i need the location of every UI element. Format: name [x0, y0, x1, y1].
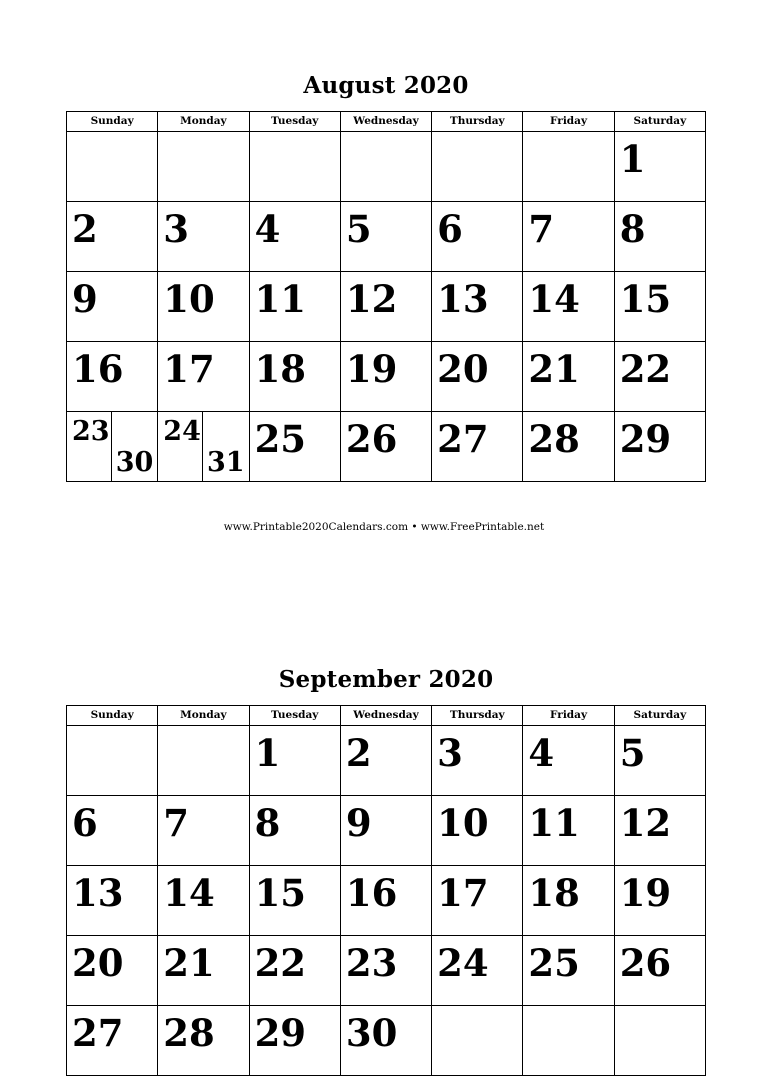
empty-day-cell — [158, 132, 249, 202]
day-number: 29 — [254, 1011, 307, 1055]
day-number: 4 — [254, 207, 281, 251]
empty-day-cell — [432, 132, 523, 202]
day-number: 25 — [528, 941, 580, 985]
day-number: 23 — [72, 416, 110, 447]
day-cell — [614, 412, 705, 482]
day-cell — [249, 1006, 340, 1076]
weekday-thursday: Thursday — [432, 706, 523, 726]
day-number: 25 — [254, 417, 307, 461]
day-number: 26 — [619, 941, 672, 985]
day-number: 8 — [619, 207, 646, 251]
weekday-saturday: Saturday — [614, 706, 705, 726]
day-number: 9 — [72, 277, 98, 321]
day-number: 1 — [619, 137, 646, 181]
day-number: 21 — [163, 941, 215, 985]
day-cell — [67, 342, 158, 412]
day-cell — [158, 866, 249, 936]
day-number: 3 — [437, 731, 463, 775]
day-cell — [432, 412, 523, 482]
day-cell — [249, 202, 340, 272]
day-cell — [340, 796, 431, 866]
day-number: 17 — [437, 871, 489, 915]
week-row — [67, 726, 706, 796]
day-cell — [249, 342, 340, 412]
empty-day-cell — [432, 1006, 523, 1076]
day-cell — [614, 272, 705, 342]
week-row — [67, 412, 706, 482]
week-row — [67, 796, 706, 866]
day-cell — [249, 866, 340, 936]
footer-credit: www.Printable2020Calendars.com • www.FreePrintable.net — [223, 521, 545, 533]
day-number: 7 — [163, 801, 190, 845]
day-cell — [614, 726, 705, 796]
day-number: 3 — [163, 207, 190, 251]
day-number: 30 — [115, 447, 154, 478]
week-row — [67, 342, 706, 412]
day-cell — [249, 272, 340, 342]
day-number: 10 — [437, 801, 489, 845]
day-cell — [614, 866, 705, 936]
weekday-sunday: Sunday — [67, 706, 158, 726]
day-number: 18 — [254, 347, 307, 391]
day-cell — [523, 342, 614, 412]
empty-day-cell — [614, 1006, 705, 1076]
day-cell — [432, 936, 523, 1006]
day-number: 22 — [254, 941, 307, 985]
weekday-friday: Friday — [523, 706, 614, 726]
day-cell — [340, 202, 431, 272]
day-cell — [67, 936, 158, 1006]
day-cell — [432, 342, 523, 412]
day-cell — [158, 1006, 249, 1076]
calendar-grid — [66, 111, 706, 482]
day-number: 24 — [163, 416, 201, 447]
weekday-header-row — [67, 706, 706, 726]
empty-day-cell — [67, 132, 158, 202]
day-number: 14 — [528, 277, 580, 321]
day-cell — [523, 202, 614, 272]
day-cell — [340, 272, 431, 342]
day-number: 6 — [437, 207, 463, 251]
day-number: 10 — [163, 277, 215, 321]
day-cell — [67, 796, 158, 866]
day-cell — [249, 796, 340, 866]
day-cell — [158, 412, 249, 482]
day-number: 6 — [72, 801, 98, 845]
day-number: 15 — [254, 871, 307, 915]
month-august-2020 — [66, 70, 706, 482]
week-row — [67, 202, 706, 272]
day-number: 26 — [345, 417, 398, 461]
day-number: 29 — [619, 417, 672, 461]
day-cell — [614, 132, 705, 202]
day-cell — [523, 726, 614, 796]
day-cell — [523, 866, 614, 936]
week-row — [67, 866, 706, 936]
day-cell — [67, 272, 158, 342]
day-cell — [67, 202, 158, 272]
day-cell — [614, 936, 705, 1006]
day-cell — [249, 726, 340, 796]
day-number: 13 — [437, 277, 489, 321]
day-cell — [523, 272, 614, 342]
day-number: 16 — [72, 347, 124, 391]
day-number: 27 — [437, 417, 489, 461]
day-number: 19 — [345, 347, 398, 391]
calendar-grid — [66, 705, 706, 1076]
day-number: 31 — [206, 447, 245, 478]
week-row — [67, 1006, 706, 1076]
day-number: 28 — [528, 417, 580, 461]
weekday-sunday: Sunday — [67, 112, 158, 132]
day-cell — [67, 412, 158, 482]
weekday-thursday: Thursday — [432, 112, 523, 132]
day-number: 11 — [528, 801, 580, 845]
day-cell — [158, 272, 249, 342]
day-cell — [432, 866, 523, 936]
day-cell — [340, 1006, 431, 1076]
day-number: 9 — [345, 801, 372, 845]
month-september-2020 — [66, 664, 706, 1064]
day-number: 30 — [345, 1011, 398, 1055]
day-cell — [614, 342, 705, 412]
month-title: August 2020 — [303, 72, 469, 99]
day-number: 5 — [345, 207, 372, 251]
weekday-wednesday: Wednesday — [340, 706, 431, 726]
week-row — [67, 272, 706, 342]
day-cell — [340, 412, 431, 482]
day-cell — [158, 796, 249, 866]
day-cell — [614, 796, 705, 866]
weekday-saturday: Saturday — [614, 112, 705, 132]
weekday-friday: Friday — [523, 112, 614, 132]
day-number: 11 — [254, 277, 307, 321]
day-cell — [340, 866, 431, 936]
day-cell — [523, 412, 614, 482]
empty-day-cell — [340, 132, 431, 202]
day-number: 27 — [72, 1011, 124, 1055]
day-number: 17 — [163, 347, 215, 391]
weekday-header-row — [67, 112, 706, 132]
weekday-tuesday: Tuesday — [249, 112, 340, 132]
weekday-tuesday: Tuesday — [249, 706, 340, 726]
day-cell — [340, 936, 431, 1006]
day-cell — [432, 202, 523, 272]
day-cell — [523, 936, 614, 1006]
day-cell — [340, 726, 431, 796]
day-number: 21 — [528, 347, 580, 391]
day-number: 8 — [254, 801, 281, 845]
split-divider — [111, 412, 112, 481]
day-number: 4 — [528, 731, 555, 775]
day-number: 19 — [619, 871, 672, 915]
day-number: 18 — [528, 871, 580, 915]
day-cell — [614, 202, 705, 272]
day-number: 2 — [72, 207, 98, 251]
day-cell — [432, 726, 523, 796]
empty-day-cell — [249, 132, 340, 202]
weekday-monday: Monday — [158, 706, 249, 726]
day-cell — [523, 796, 614, 866]
empty-day-cell — [523, 1006, 614, 1076]
week-row — [67, 132, 706, 202]
day-cell — [432, 796, 523, 866]
weekday-monday: Monday — [158, 112, 249, 132]
day-number: 2 — [345, 731, 372, 775]
day-number: 23 — [345, 941, 398, 985]
day-number: 12 — [619, 801, 672, 845]
day-cell — [340, 342, 431, 412]
week-row — [67, 936, 706, 1006]
day-number: 7 — [528, 207, 555, 251]
day-number: 20 — [437, 347, 489, 391]
month-title: September 2020 — [278, 666, 494, 693]
day-number: 24 — [437, 941, 489, 985]
empty-day-cell — [158, 726, 249, 796]
day-cell — [158, 342, 249, 412]
day-cell — [158, 936, 249, 1006]
empty-day-cell — [67, 726, 158, 796]
day-number: 5 — [619, 731, 646, 775]
day-number: 16 — [345, 871, 398, 915]
day-number: 13 — [72, 871, 124, 915]
day-number: 14 — [163, 871, 215, 915]
day-cell — [249, 412, 340, 482]
day-number: 1 — [254, 731, 281, 775]
day-number: 20 — [72, 941, 124, 985]
day-cell — [249, 936, 340, 1006]
day-cell — [67, 1006, 158, 1076]
day-cell — [158, 202, 249, 272]
day-cell — [67, 866, 158, 936]
day-cell — [432, 272, 523, 342]
day-number: 28 — [163, 1011, 215, 1055]
day-number: 22 — [619, 347, 672, 391]
empty-day-cell — [523, 132, 614, 202]
split-divider — [202, 412, 203, 481]
day-number: 15 — [619, 277, 672, 321]
day-number: 12 — [345, 277, 398, 321]
weekday-wednesday: Wednesday — [340, 112, 431, 132]
